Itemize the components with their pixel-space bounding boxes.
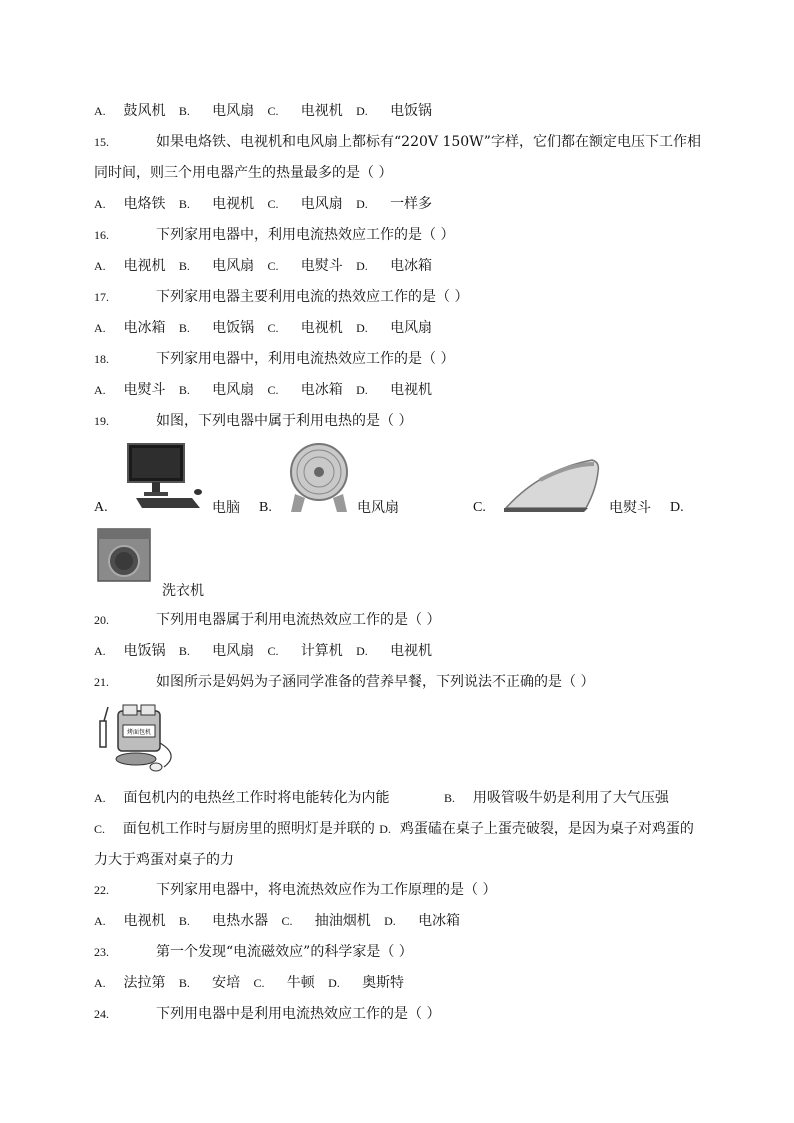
q22-option-a: 电视机 <box>123 913 166 929</box>
q23-option-b: 安培 <box>212 975 241 991</box>
q22-options: A. 电视机 B. 电热水器 C. 抽油烟机 D. 电冰箱 <box>94 913 461 929</box>
q14-option-a: 鼓风机 <box>123 103 166 119</box>
q15-option-a: 电烙铁 <box>123 196 166 212</box>
q20-options: A. 电饭锅 B. 电风扇 C. 计算机 D. 电视机 <box>94 643 433 659</box>
q16-option-b: 电风扇 <box>212 258 255 274</box>
q15-stem-line1: 15. 如果电烙铁、电视机和电风扇上都标有“220V 150W”字样，它们都在额定电压下工作相 <box>94 134 701 150</box>
toaster-label: 烤面包机 <box>126 729 152 736</box>
q20-option-c: 计算机 <box>300 643 343 659</box>
q14-option-c: 电视机 <box>300 103 343 119</box>
q22-option-b: 电热水器 <box>212 913 269 929</box>
q17-option-c: 电视机 <box>300 320 343 336</box>
q21-option-b-line: B. 用吸管吸牛奶是利用了大气压强 <box>444 790 669 806</box>
q15-option-d: 一样多 <box>390 196 433 212</box>
q18-option-b: 电风扇 <box>212 382 255 398</box>
fan-image <box>287 442 351 514</box>
q24-stem: 24. 下列用电器中是利用电流热效应工作的是（ ） <box>94 1006 441 1022</box>
q21-option-a: 面包机内的电热丝工作时将电能转化为内能 <box>123 790 390 806</box>
q20-option-b: 电风扇 <box>212 643 255 659</box>
q21-option-cd-line: C. 面包机工作时与厨房里的照明灯是并联的 D. 鸡蛋磕在桌子上蛋壳破裂，是因为桌子对鸡蛋的 <box>94 821 694 837</box>
q18-option-d: 电视机 <box>390 382 433 398</box>
q15-options: A. 电烙铁 B. 电视机 C. 电风扇 D. 一样多 <box>94 196 433 212</box>
q21-option-b: 用吸管吸牛奶是利用了大气压强 <box>472 790 669 806</box>
q16-stem: 16. 下列家用电器中，利用电流热效应工作的是（ ） <box>94 227 455 243</box>
q17-option-b: 电饭锅 <box>212 320 255 336</box>
toaster-breakfast-image <box>96 703 180 775</box>
q14-option-b: 电风扇 <box>212 103 255 119</box>
q17-options: A. 电冰箱 B. 电饭锅 C. 电视机 D. 电风扇 <box>94 320 433 336</box>
q22-option-d: 电冰箱 <box>418 913 461 929</box>
q16-option-a: 电视机 <box>123 258 166 274</box>
q20-option-a: 电饭锅 <box>123 643 166 659</box>
q18-options: A. 电熨斗 B. 电风扇 C. 电冰箱 D. 电视机 <box>94 382 433 398</box>
q23-options: A. 法拉第 B. 安培 C. 牛顿 D. 奥斯特 <box>94 975 405 991</box>
q21-option-d: 鸡蛋磕在桌子上蛋壳破裂，是因为桌子对鸡蛋的 <box>399 821 694 837</box>
q23-stem: 23. 第一个发现“电流磁效应”的科学家是（ ） <box>94 944 413 960</box>
q20-stem: 20. 下列用电器属于利用电流热效应工作的是（ ） <box>94 612 441 628</box>
q16-option-c: 电熨斗 <box>300 258 343 274</box>
q19-stem: 19. 如图，下列电器中属于利用电热的是（ ） <box>94 413 413 429</box>
q14-option-d: 电饭锅 <box>390 103 433 119</box>
q15-stem-line2: 同时间，则三个用电器产生的热量最多的是（ ） <box>94 165 393 181</box>
q23-option-a: 法拉第 <box>123 975 166 991</box>
q22-stem: 22. 下列家用电器中，将电流热效应作为工作原理的是（ ） <box>94 882 497 898</box>
computer-image <box>122 442 206 512</box>
iron-image <box>500 450 604 514</box>
q18-option-a: 电熨斗 <box>123 382 166 398</box>
q16-option-d: 电冰箱 <box>390 258 433 274</box>
q20-option-d: 电视机 <box>390 643 433 659</box>
q19-option-d: 洗衣机 <box>162 583 204 599</box>
q21-option-c: 面包机工作时与厨房里的照明灯是并联的 <box>122 821 375 837</box>
washing-machine-image <box>96 527 152 583</box>
q15-option-c: 电风扇 <box>300 196 343 212</box>
q18-option-c: 电冰箱 <box>300 382 343 398</box>
q19-option-c: 电熨斗 <box>609 500 651 516</box>
q21-option-a-line: A. 面包机内的电热丝工作时将电能转化为内能 <box>94 790 390 806</box>
q23-option-d: 奥斯特 <box>362 975 405 991</box>
q17-stem: 17. 下列家用电器主要利用电流的热效应工作的是（ ） <box>94 289 469 305</box>
q23-option-c: 牛顿 <box>286 975 315 991</box>
q21-stem: 21. 如图所示是妈妈为子涵同学准备的营养早餐，下列说法不正确的是（ ） <box>94 674 595 690</box>
q21-option-d-line2: 力大于鸡蛋对桌子的力 <box>94 852 234 868</box>
q18-stem: 18. 下列家用电器中，利用电流热效应工作的是（ ） <box>94 351 455 367</box>
q19-option-a: 电脑 <box>212 500 240 516</box>
q17-option-a: 电冰箱 <box>123 320 166 336</box>
q16-options: A. 电视机 B. 电风扇 C. 电熨斗 D. 电冰箱 <box>94 258 433 274</box>
q17-option-d: 电风扇 <box>390 320 433 336</box>
q19-option-b: 电风扇 <box>357 500 399 516</box>
q15-option-b: 电视机 <box>212 196 255 212</box>
q22-option-c: 抽油烟机 <box>314 913 371 929</box>
q14-options: A. 鼓风机 B. 电风扇 C. 电视机 D. 电饭锅 <box>94 103 433 119</box>
